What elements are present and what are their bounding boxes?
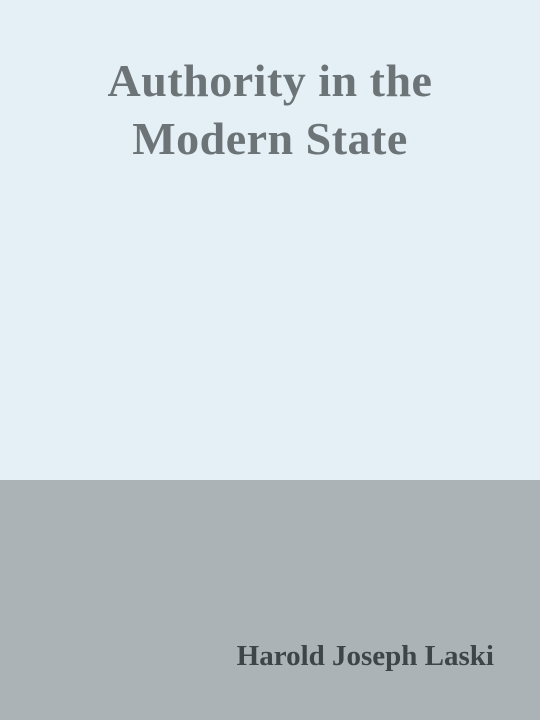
book-author: Harold Joseph Laski [236, 640, 494, 672]
book-title [0, 52, 540, 168]
book-title-line-2: Modern State [132, 113, 408, 164]
book-title-line-1: Authority in the [107, 55, 433, 106]
cover-bottom-panel [0, 480, 540, 720]
